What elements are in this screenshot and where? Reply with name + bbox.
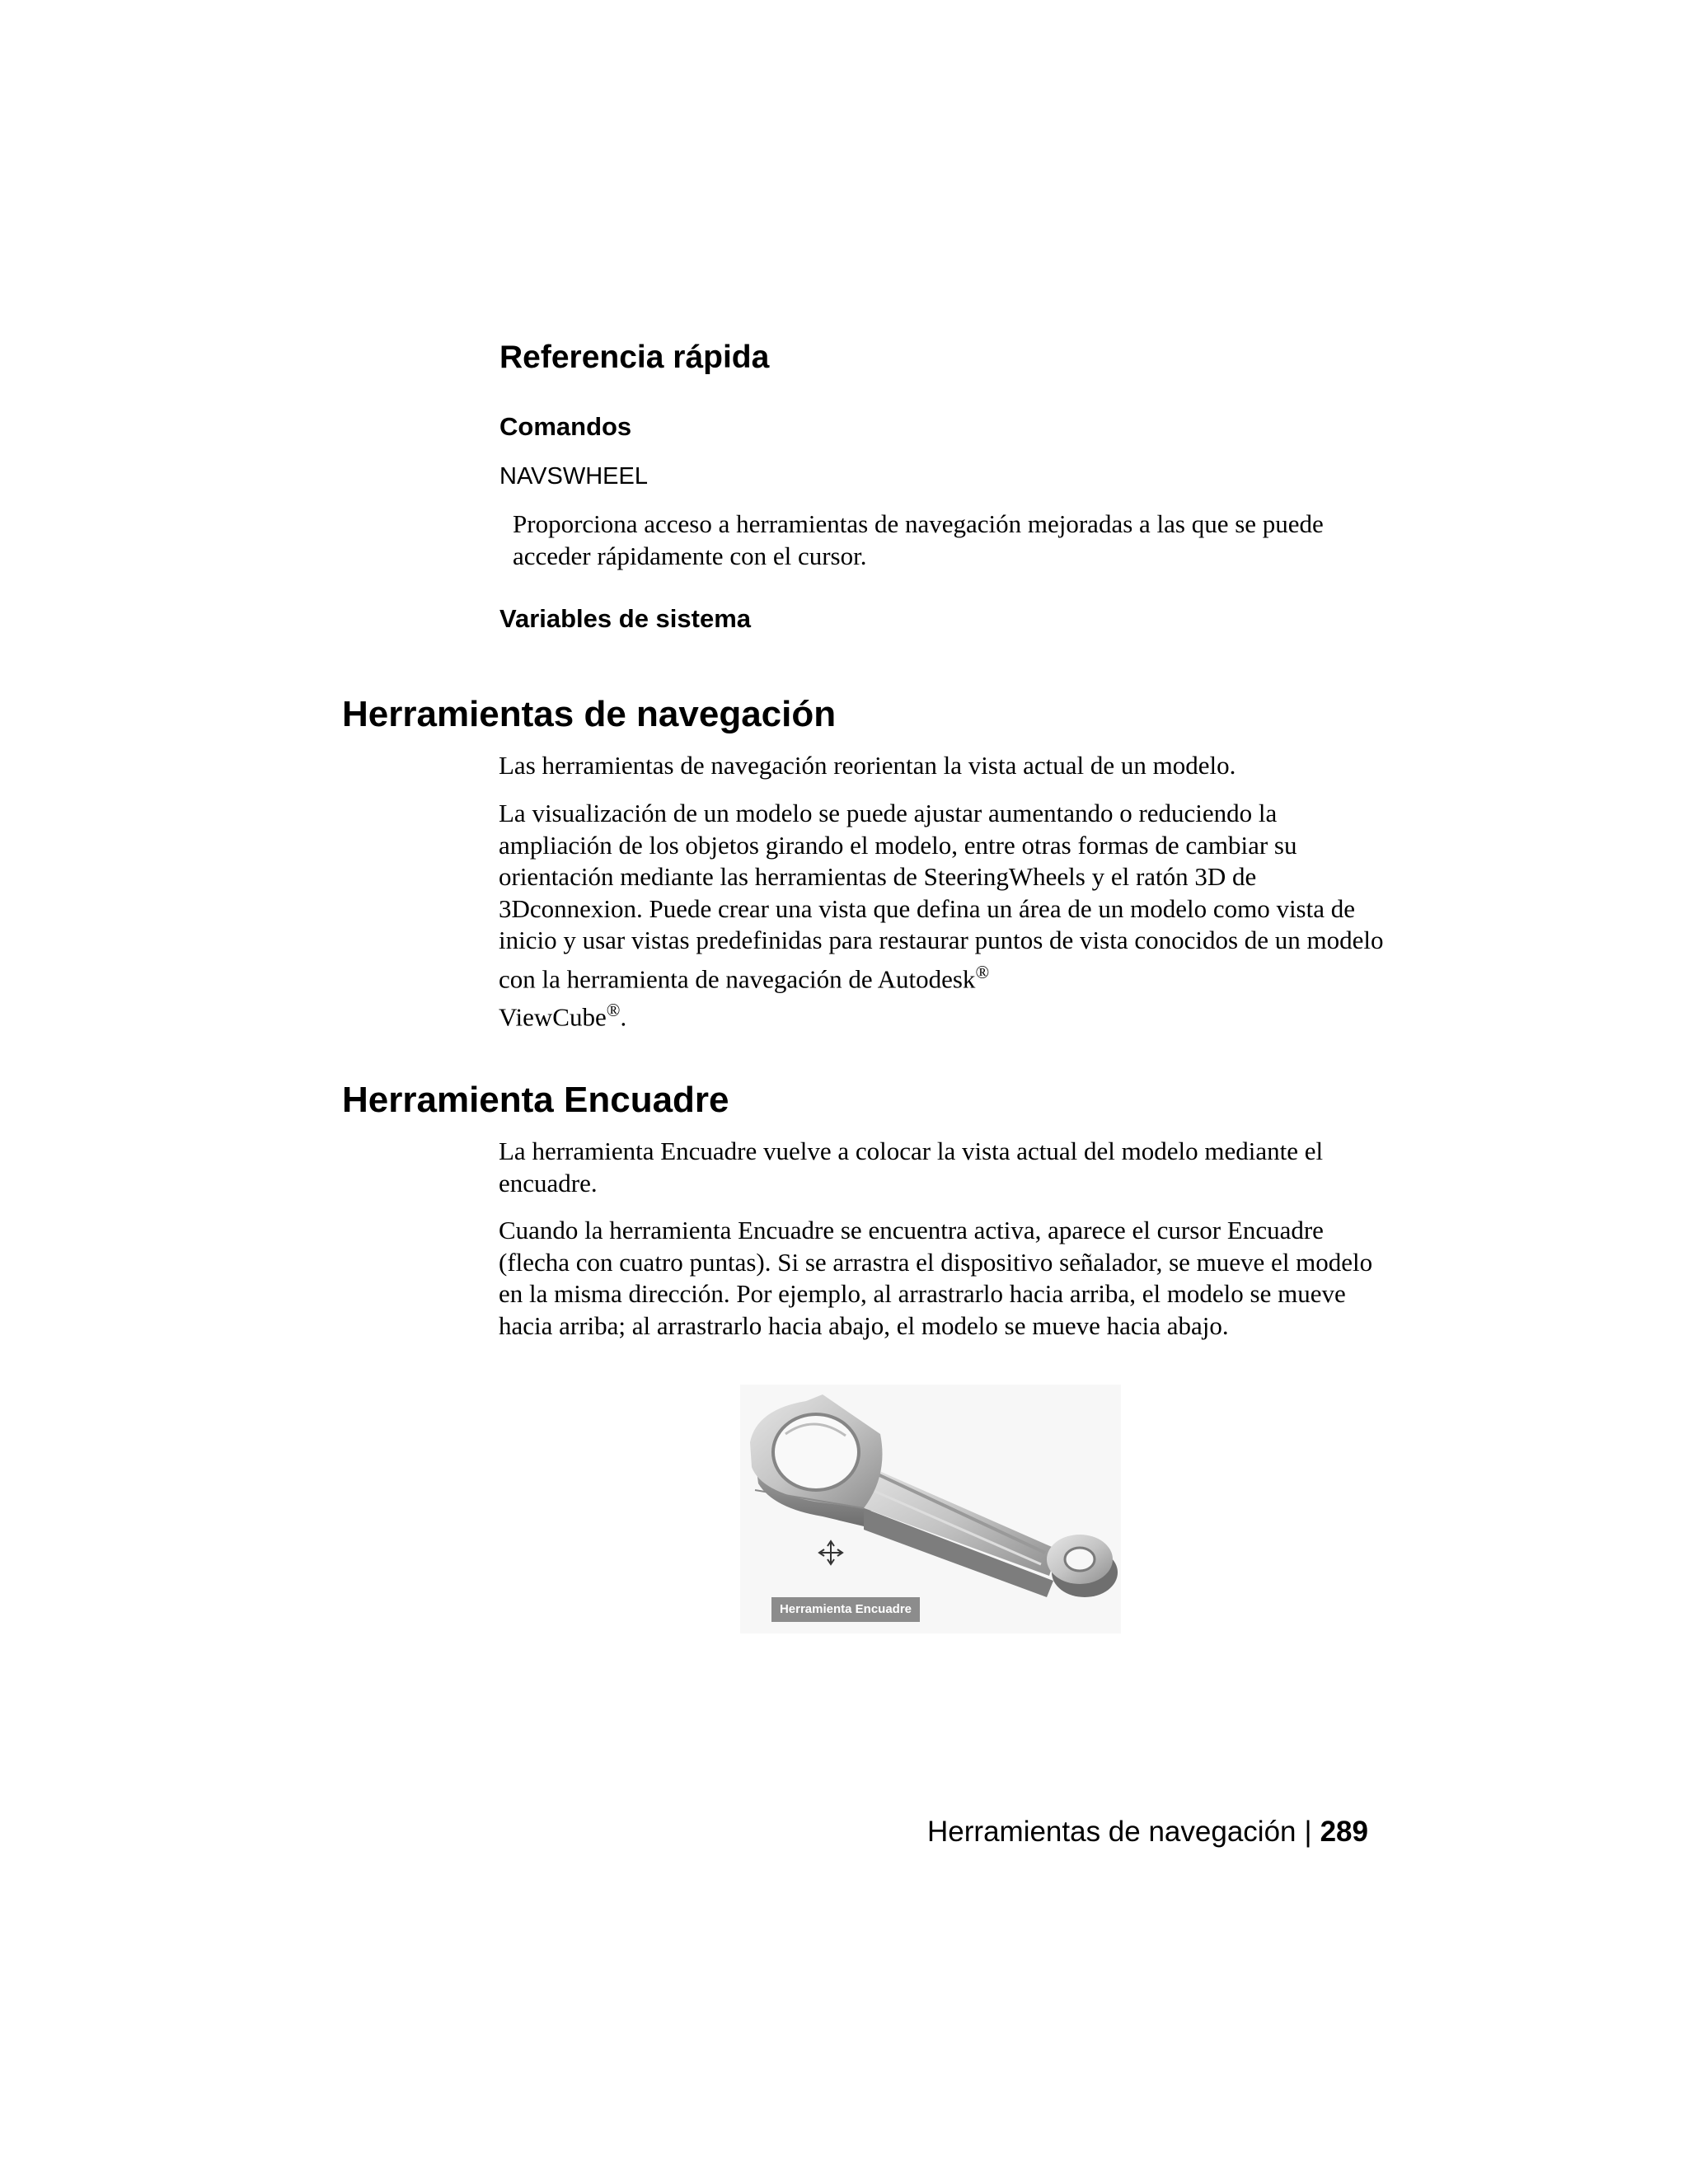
system-variables-heading: Variables de sistema — [499, 604, 752, 633]
registered-mark: ® — [975, 961, 990, 982]
commands-heading: Comandos — [499, 412, 632, 441]
pan-tool-tooltip: Herramienta Encuadre — [771, 1597, 920, 1622]
page-number: 289 — [1320, 1816, 1368, 1848]
command-name: NAVSWHEEL — [499, 463, 648, 490]
nav-tools-heading: Herramientas de navegación — [342, 694, 837, 734]
command-description: Proporciona acceso a herramientas de navegación mejoradas a las que se puede acceder rápidamente con el cursor. — [513, 509, 1324, 570]
viewcube-name: ViewCube — [499, 1002, 607, 1032]
footer-section-title: Herramientas de navegación — [927, 1816, 1296, 1848]
pan-tool-paragraph-2: Cuando la herramienta Encuadre se encuentra activa, aparece el cursor Encuadre (flecha con cuatro puntas). Si se arrastra el dispositivo señalador, se mueve el modelo en la misma dirección. Por ejemplo, al arrastrarlo hacia arriba, el modelo se mueve hacia arriba; al arrastrarlo hacia abajo, el modelo se mueve hacia abajo. — [499, 1216, 1373, 1340]
quick-reference-heading: Referencia rápida — [499, 340, 770, 375]
registered-mark-2: ® — [606, 1000, 621, 1021]
pan-tool-paragraph-1: La herramienta Encuadre vuelve a colocar la vista actual del modelo mediante el encuadre. — [499, 1137, 1324, 1197]
nav-tools-paragraph-2-end: . — [620, 1002, 627, 1032]
nav-tools-paragraph-1: Las herramientas de navegación reorientan la vista actual de un modelo. — [499, 751, 1236, 780]
nav-tools-paragraph-2 — [499, 798, 1389, 1033]
page-footer — [927, 1816, 1368, 1849]
footer-separator: | — [1304, 1816, 1312, 1848]
pan-tool-heading: Herramienta Encuadre — [342, 1080, 729, 1120]
nav-tools-paragraph-2-main: La visualización de un modelo se puede ajustar aumentando o reduciendo la ampliación de los objetos girando el modelo, entre otras formas de cambiar su orientación mediante las herramientas de SteeringWheels y el ratón 3D de 3Dconnexion. Puede crear una vista que defina un área de un modelo como vista de inicio y usar vistas predefinidas para restaurar puntos de vista conocidos de un modelo con la herramienta de navegación de Autodesk — [499, 799, 1384, 993]
connecting-rod-figure — [740, 1385, 1121, 1633]
connecting-rod-illustration — [740, 1385, 1121, 1633]
